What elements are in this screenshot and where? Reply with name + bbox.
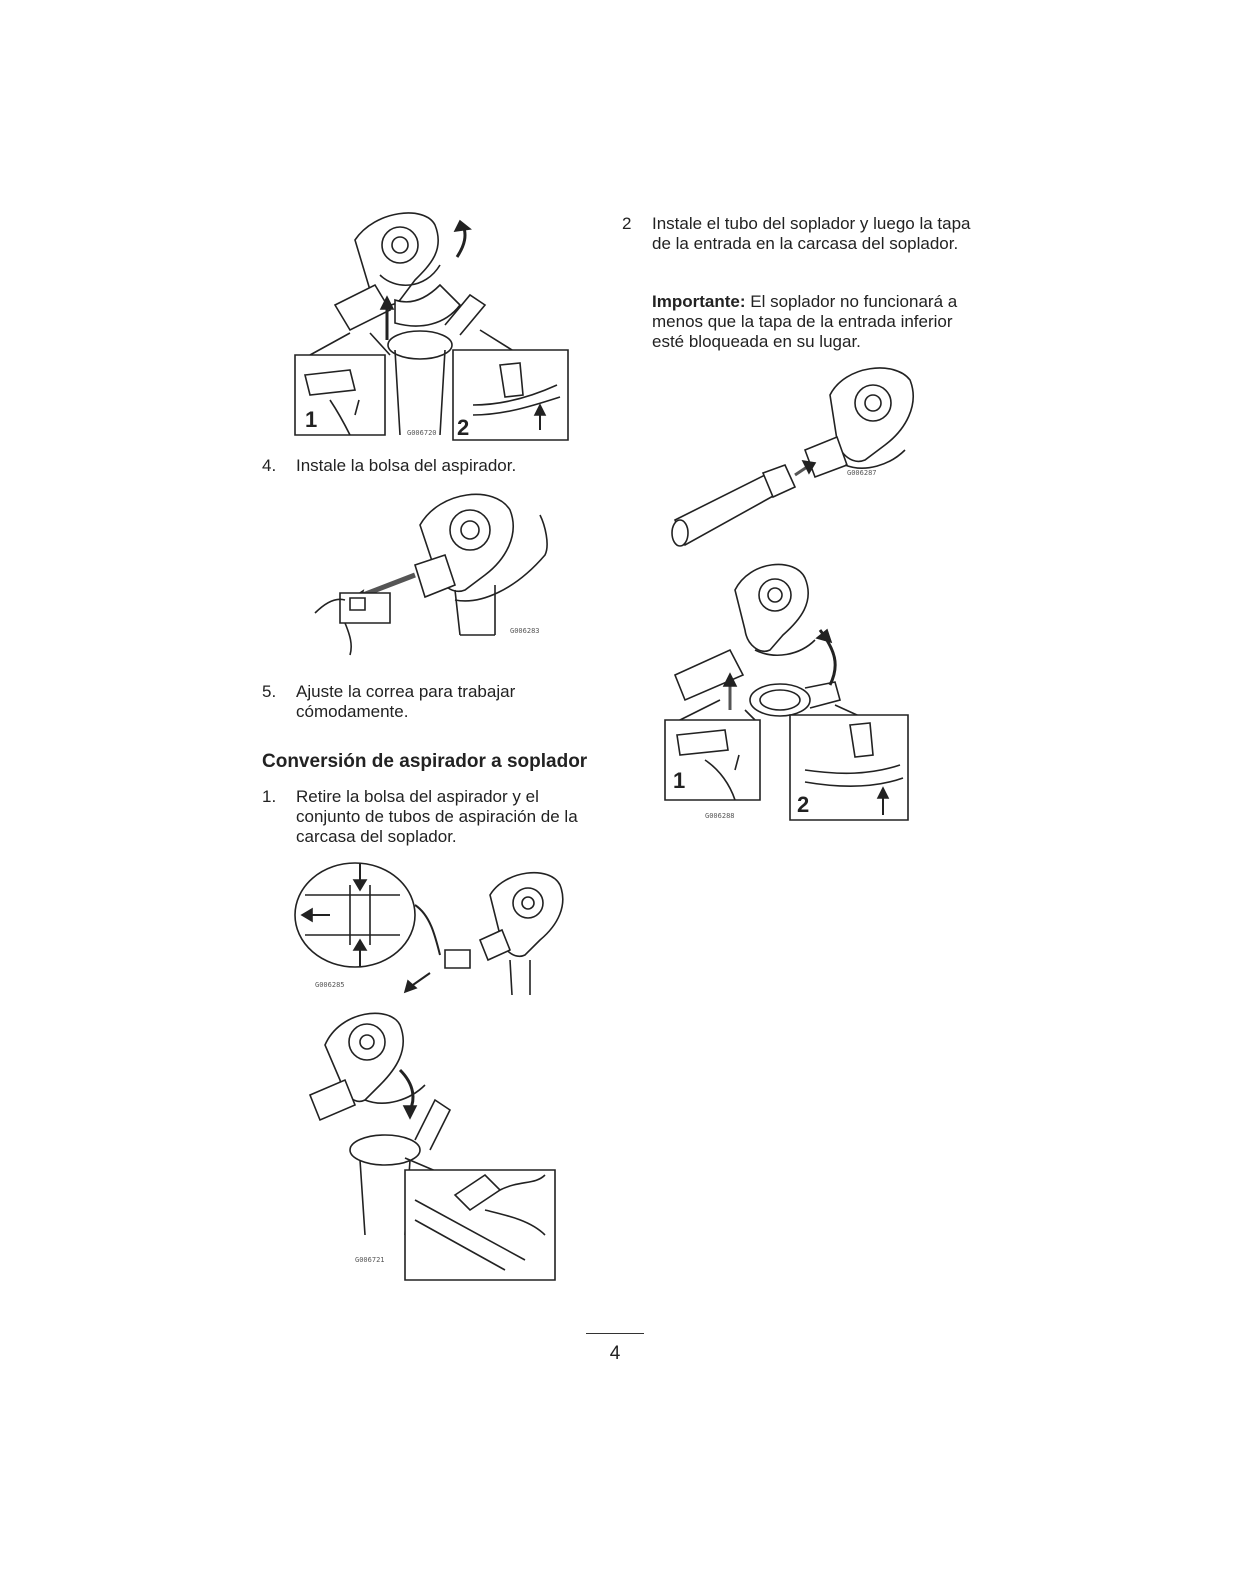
fig1-callout-2: 2 bbox=[457, 415, 470, 440]
fig6-callout-1: 1 bbox=[673, 768, 686, 793]
step2-number: 2 bbox=[622, 214, 632, 233]
page-number-rule bbox=[586, 1333, 644, 1334]
step4-number: 4. bbox=[262, 456, 277, 475]
figure-install-inlet-cover bbox=[665, 560, 915, 825]
fig6-code: G006288 bbox=[705, 812, 735, 820]
figure-install-vacuum-bag bbox=[305, 485, 565, 655]
figure-remove-lower-inlet bbox=[305, 1000, 565, 1285]
figure-install-blower-tube bbox=[665, 365, 925, 550]
fig4-code: G006721 bbox=[355, 1256, 385, 1264]
conv-step1-text: Retire la bolsa del aspirador y el conjunto de tubos de aspiración de la carcasa del soplador. bbox=[296, 787, 578, 846]
step2-text: Instale el tubo del soplador y luego la tapa de la entrada en la carcasa del soplador. bbox=[652, 214, 971, 253]
important-text: El soplador no funcionará a menos que la tapa de la entrada inferior esté bloqueada en su lugar. bbox=[652, 292, 958, 351]
section-heading: Conversión de aspirador a soplador bbox=[262, 751, 588, 772]
fig1-callout-1: 1 bbox=[305, 407, 318, 432]
page-number: 4 bbox=[609, 1343, 621, 1364]
fig5-code: G006287 bbox=[847, 469, 877, 477]
step5-number: 5. bbox=[262, 682, 277, 701]
conv-step1-number: 1. bbox=[262, 787, 277, 806]
figure-remove-vacuum-tubes bbox=[290, 855, 580, 1000]
step5-text: Ajuste la correa para trabajar cómodamente. bbox=[296, 682, 516, 721]
fig3-code: G006285 bbox=[315, 981, 345, 989]
figure-install-vacuum-tube bbox=[295, 205, 580, 445]
step4-text: Instale la bolsa del aspirador. bbox=[296, 456, 517, 475]
important-label: Importante: bbox=[652, 292, 746, 311]
fig2-code: G006283 bbox=[510, 627, 540, 635]
important-note bbox=[652, 292, 972, 352]
fig6-callout-2: 2 bbox=[797, 792, 810, 817]
fig1-code: G006720 bbox=[407, 429, 437, 437]
